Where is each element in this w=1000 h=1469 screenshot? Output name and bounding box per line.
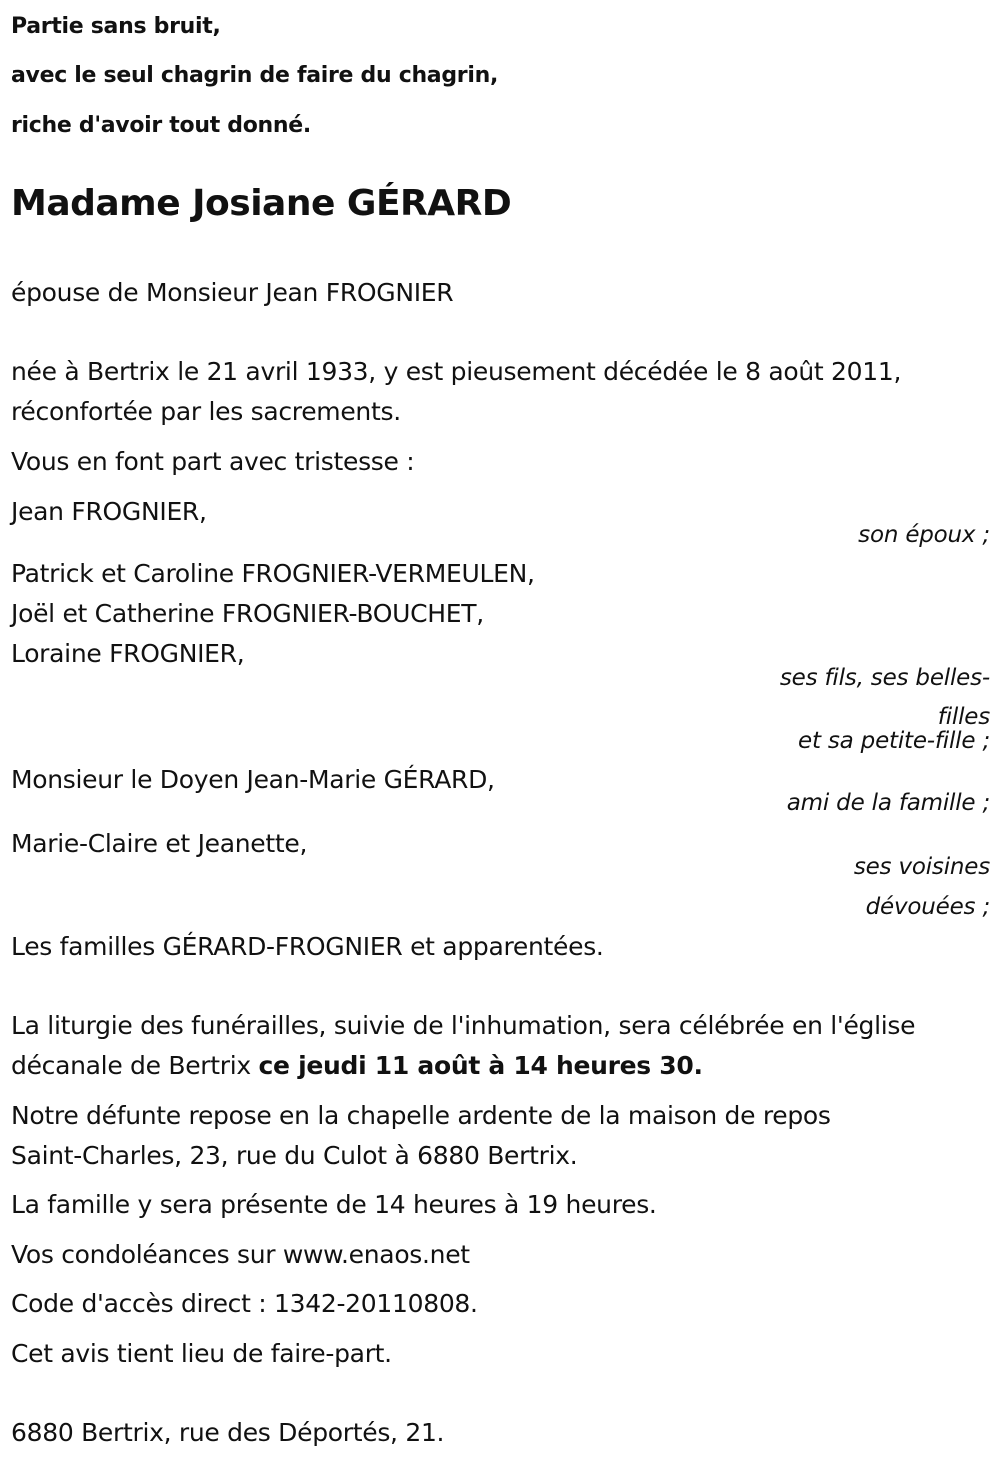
family-address: 6880 Bertrix, rue des Déportés, 21. xyxy=(11,1418,445,1447)
epigraph-line: Partie sans bruit, xyxy=(11,14,221,39)
mourner-name: Patrick et Caroline FROGNIER-VERMEULEN, xyxy=(11,559,535,588)
visiting-hours: La famille y sera présente de 14 heures à 19 heures. xyxy=(11,1190,657,1219)
deceased-name: Madame Josiane GÉRARD xyxy=(11,183,512,224)
notice-line: Cet avis tient lieu de faire-part. xyxy=(11,1339,392,1368)
condolences-link[interactable]: www.enaos.net xyxy=(282,1240,470,1269)
mourner-relation: filles xyxy=(937,704,990,730)
funeral-location: décanale de Bertrix xyxy=(11,1051,259,1080)
announcement-intro: Vous en font part avec tristesse : xyxy=(11,447,415,476)
mourner-name: Monsieur le Doyen Jean-Marie GÉRARD, xyxy=(11,765,495,794)
repose-line: Notre défunte repose en la chapelle ardente de la maison de repos xyxy=(11,1101,831,1130)
birth-death-line: réconfortée par les sacrements. xyxy=(11,397,401,426)
spouse-line: épouse de Monsieur Jean FROGNIER xyxy=(11,278,454,307)
mourner-relation: ses voisines xyxy=(853,854,990,880)
mourner-name: Marie-Claire et Jeanette, xyxy=(11,829,308,858)
mourner-relation: ses fils, ses belles- xyxy=(779,665,990,691)
mourner-name: Loraine FROGNIER, xyxy=(11,639,245,668)
epigraph-line: riche d'avoir tout donné. xyxy=(11,113,311,138)
condolences-line xyxy=(11,1240,470,1270)
mourner-relation: son époux ; xyxy=(858,522,990,548)
birth-death-line: née à Bertrix le 21 avril 1933, y est pieusement décédée le 8 août 2011, xyxy=(11,357,902,386)
epigraph-line: avec le seul chagrin de faire du chagrin, xyxy=(11,63,499,88)
repose-line: Saint-Charles, 23, rue du Culot à 6880 Bertrix. xyxy=(11,1141,578,1170)
mourner-relation: ami de la famille ; xyxy=(786,790,990,816)
condolences-prefix: Vos condoléances sur xyxy=(11,1240,283,1269)
funeral-datetime: ce jeudi 11 août à 14 heures 30. xyxy=(258,1051,703,1080)
mourner-name: Les familles GÉRARD-FROGNIER et apparentées. xyxy=(11,932,604,961)
mourner-name: Jean FROGNIER, xyxy=(11,497,207,526)
funeral-line: La liturgie des funérailles, suivie de l'inhumation, sera célébrée en l'église xyxy=(11,1011,916,1040)
mourner-relation: et sa petite-fille ; xyxy=(798,728,990,754)
mourner-name: Joël et Catherine FROGNIER-BOUCHET, xyxy=(11,599,484,628)
mourner-relation: dévouées ; xyxy=(865,894,990,920)
access-code: Code d'accès direct : 1342-20110808. xyxy=(11,1289,478,1318)
funeral-line xyxy=(11,1051,703,1081)
